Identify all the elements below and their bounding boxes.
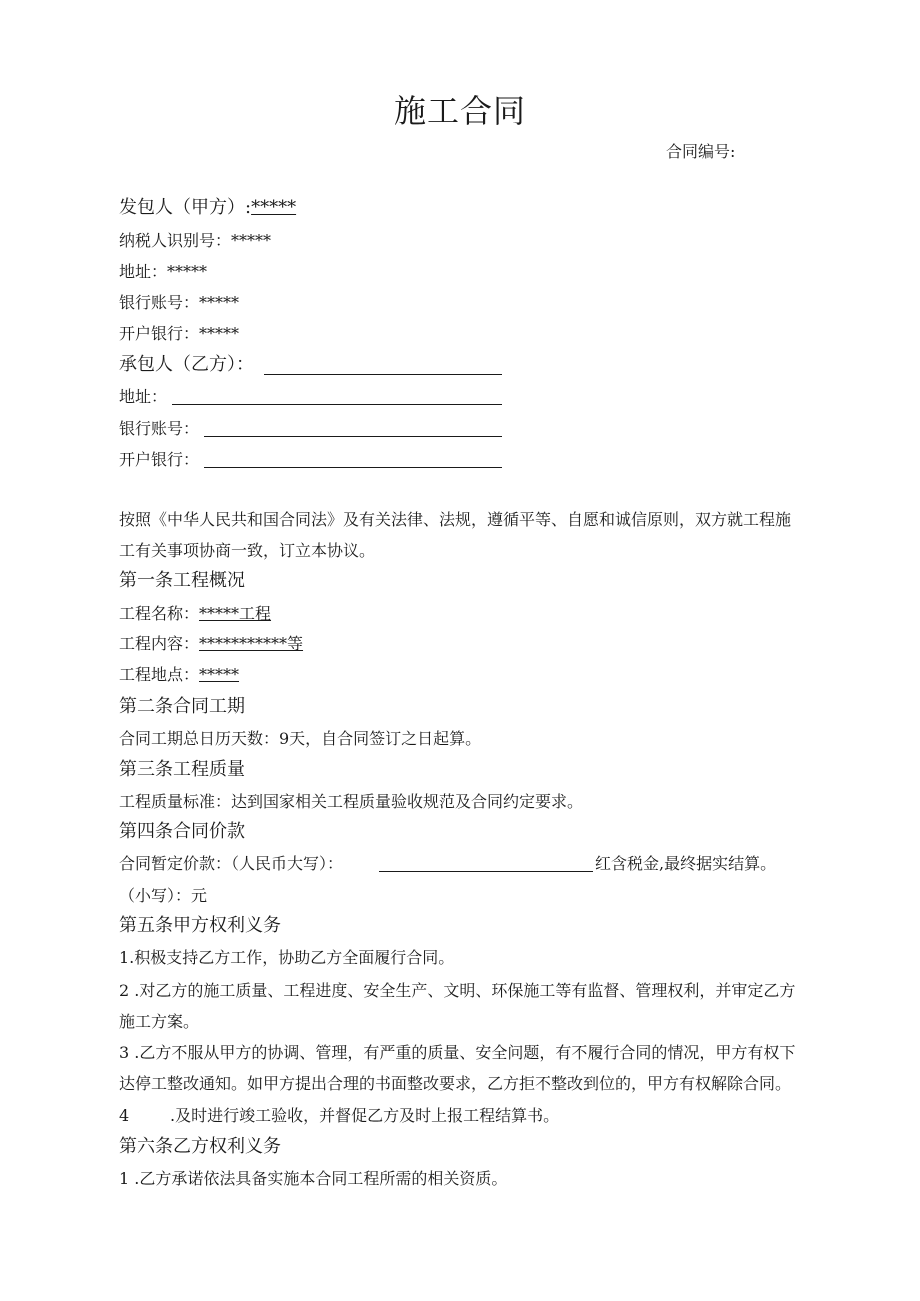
party-a-address-value: ***** [167, 262, 208, 281]
party-b-name-blank[interactable] [264, 360, 502, 375]
party-a-account-label: 银行账号： [119, 293, 200, 312]
party-a-address-line [119, 262, 207, 282]
party-b-account-blank[interactable] [204, 422, 502, 437]
article-5-item-4-text: .及时进行竣工验收，并督促乙方及时上报工程结算书。 [170, 1106, 560, 1125]
article-6-heading: 第六条乙方权利义务 [119, 1136, 281, 1157]
party-b-line [119, 355, 254, 375]
article-2-heading: 第二条合同工期 [119, 696, 245, 717]
article-6-item-1: 1 .乙方承诺依法具备实施本合同工程所需的相关资质。 [119, 1169, 508, 1188]
party-a-address-label: 地址： [119, 262, 168, 281]
article-1-heading: 第一条工程概况 [119, 570, 245, 591]
party-a-account-line [119, 293, 239, 313]
project-content-line [119, 634, 303, 654]
project-name-label: 工程名称： [119, 604, 200, 623]
price-blank[interactable] [379, 857, 593, 872]
price-label: 合同暂定价款：（人民币大写）： [119, 854, 344, 873]
project-content-label: 工程内容： [119, 634, 200, 653]
party-b-bank-label: 开户银行： [119, 450, 200, 469]
preamble-line-1: 按照《中华人民共和国合同法》及有关法律、法规，遵循平等、自愿和诚信原则，双方就工程施 [119, 510, 792, 529]
party-a-value: ***** [251, 197, 297, 218]
article-5-item-2-line-2: 施工方案。 [119, 1012, 200, 1031]
project-name-value: *****工程 [199, 604, 272, 623]
party-a-label: 发包人（甲方）: [119, 197, 252, 218]
preamble-line-2: 工有关事项协商一致，订立本协议。 [119, 541, 376, 560]
article-5-item-3-line-1: 3 .乙方不服从甲方的协调、管理，有严重的质量、安全问题，有不履行合同的情况，甲方有权下 [119, 1043, 796, 1062]
contract-number-label: 合同编号: [666, 142, 736, 161]
article-4-heading: 第四条合同价款 [119, 821, 245, 842]
article-2-text: 合同工期总日历天数：9天，自合同签订之日起算。 [119, 729, 482, 748]
project-location-value: ***** [199, 665, 240, 684]
party-a-taxid-value: ***** [231, 231, 272, 250]
party-a-taxid-label: 纳税人识别号： [119, 231, 232, 250]
project-name-line [119, 604, 271, 624]
project-location-label: 工程地点： [119, 665, 200, 684]
article-5-item-2-line-1: 2 .对乙方的施工质量、工程进度、安全生产、文明、环保施工等有监督、管理权利，并审定乙方 [119, 981, 796, 1000]
party-b-bank-line [119, 450, 199, 470]
article-5-item-4-number: 4 [119, 1106, 130, 1125]
party-a-bank-label: 开户银行： [119, 324, 200, 343]
party-b-bank-blank[interactable] [204, 453, 502, 468]
party-b-label: 承包人（乙方）： [119, 354, 254, 375]
party-b-account-label: 银行账号： [119, 419, 200, 438]
party-a-line [119, 198, 296, 218]
party-a-bank-line [119, 324, 239, 344]
article-5-heading: 第五条甲方权利义务 [119, 915, 281, 936]
party-b-address-label: 地址： [119, 387, 168, 406]
party-b-address-blank[interactable] [172, 390, 502, 405]
project-content-value: ***********等 [199, 634, 304, 653]
price-suffix: 红含税金,最终据实结算。 [595, 854, 777, 873]
project-location-line [119, 665, 239, 685]
party-b-address-line [119, 387, 167, 407]
party-a-taxid-line [119, 231, 271, 251]
document-title: 施工合同 [393, 92, 526, 130]
article-3-heading: 第三条工程质量 [119, 759, 245, 780]
price-small-label: （小写）：元 [119, 886, 208, 905]
party-b-account-line [119, 419, 199, 439]
article-5-item-1: 1.积极支持乙方工作，协助乙方全面履行合同。 [119, 948, 455, 967]
article-3-text: 工程质量标准：达到国家相关工程质量验收规范及合同约定要求。 [119, 792, 584, 811]
party-a-account-value: ***** [199, 293, 240, 312]
article-5-item-3-line-2: 达停工整改通知。如甲方提出合理的书面整改要求，乙方拒不整改到位的，甲方有权解除合同。 [119, 1074, 792, 1093]
party-a-bank-value: ***** [199, 324, 240, 343]
